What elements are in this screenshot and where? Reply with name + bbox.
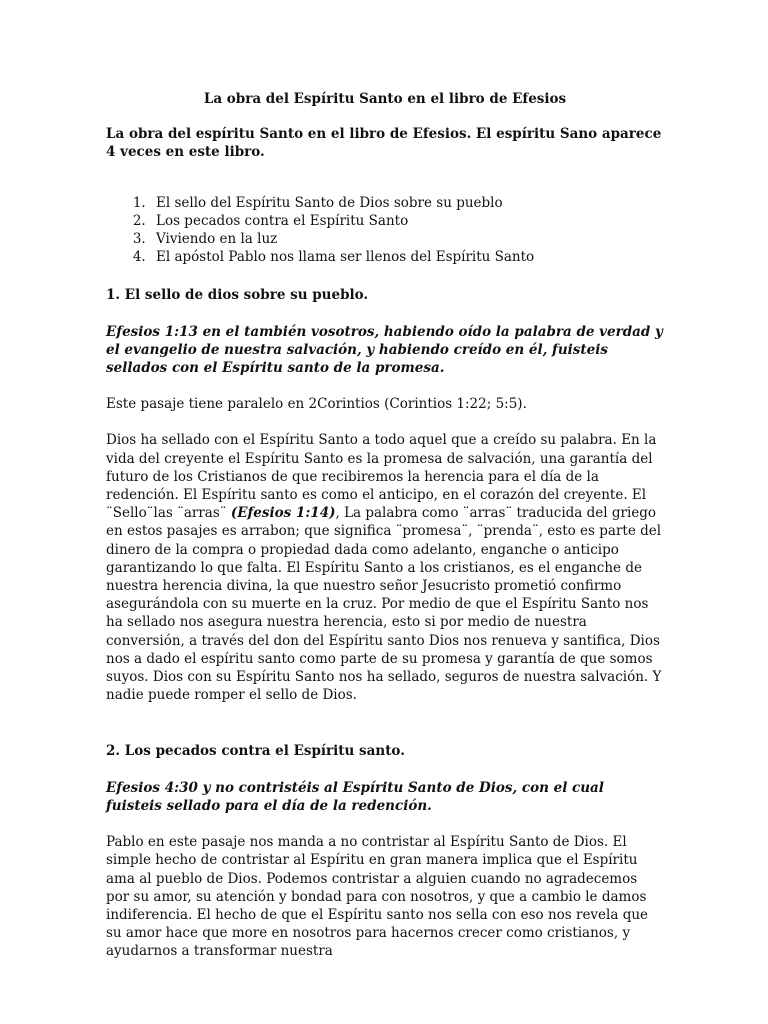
topics-list [106, 194, 664, 267]
section-2-verse: Efesios 4:30 y no contristéis al Espíritu Santo de Dios, con el cual fuisteis sellado para el día de la redención. [106, 779, 604, 814]
list-item: 1. El sello del Espíritu Santo de Dios sobre su pueblo [150, 194, 664, 212]
list-item: 3. Viviendo en la luz [150, 230, 664, 248]
section-1-body-part2: , La palabra como ¨arras¨ traducida del griego en estos pasajes es arrabon; que significa ¨promesa¨, ¨prenda¨, esto es parte del dinero de la compra o propiedad dada como adelanto, enganche o anticipo garantizando lo que falta. El Espíritu Santo a los cristianos, es el enganche de nuestra herencia divina, la que nuestro señor Jesucristo prometió confirmo asegurándola con su muerte en la cruz. Por medio de que el Espíritu Santo nos ha sellado nos asegura nuestra herencia, esto si por medio de nuestra conversión, a través del don del Espíritu santo Dios nos renueva y santifica, Dios nos a dado el espíritu santo como parte de su promesa y garantía de que somos suyos. Dios con su Espíritu Santo nos ha sellado, seguros de nuestra salvación. Y nadie puede romper el sello de Dios. [106, 505, 662, 704]
section-1-body-reference: (Efesios 1:14) [230, 505, 336, 522]
list-item: 4. El apóstol Pablo nos llama ser llenos del Espíritu Santo [150, 248, 664, 266]
section-2-body: Pablo en este pasaje nos manda a no contristar al Espíritu Santo de Dios. El simple hecho de contristar al Espíritu en gran manera implica que el Espíritu ama al pueblo de Dios. Podemos contristar a alguien cuando no agradecemos por su amor, su atención y bondad para con nosotros, y que a cambio le damos indiferencia. El hecho de que el Espíritu santo nos sella con eso nos revela que su amor hace que more en nosotros para hacernos crecer como cristianos, y ayudarnos a transformar nuestra [106, 834, 649, 960]
section-1-parallel: Este pasaje tiene paralelo en 2Corintios (Corintios 1:22; 5:5). [106, 396, 527, 413]
document-page [106, 90, 664, 979]
document-title: La obra del Espíritu Santo en el libro de Efesios [203, 91, 567, 107]
list-item: 2. Los pecados contra el Espíritu Santo [150, 212, 664, 230]
section-1-body [106, 431, 664, 704]
section-1-heading: 1. El sello de dios sobre su pueblo. [106, 287, 369, 304]
section-2-heading: 2. Los pecados contra el Espíritu santo. [106, 743, 405, 760]
section-1-verse: Efesios 1:13 en el también vosotros, habiendo oído la palabra de verdad y el evangelio de nuestra salvación, y habiendo creído en él, fuisteis sellados con el Espíritu santo de la promesa. [106, 323, 663, 377]
intro-paragraph: La obra del espíritu Santo en el libro de Efesios. El espíritu Sano aparece 4 veces en este libro. [106, 126, 662, 161]
section-1-body-part1: Dios ha sellado con el Espíritu Santo a todo aquel que a creído su palabra. En la vida del creyente el Espíritu Santo es la promesa de salvación, una garantía del futuro de los Cristianos de que recibiremos la herencia para el día de la redención. El Espíritu santo es como el anticipo, en el corazón del creyente. El ¨Sello¨las ¨arras¨ [106, 432, 657, 522]
